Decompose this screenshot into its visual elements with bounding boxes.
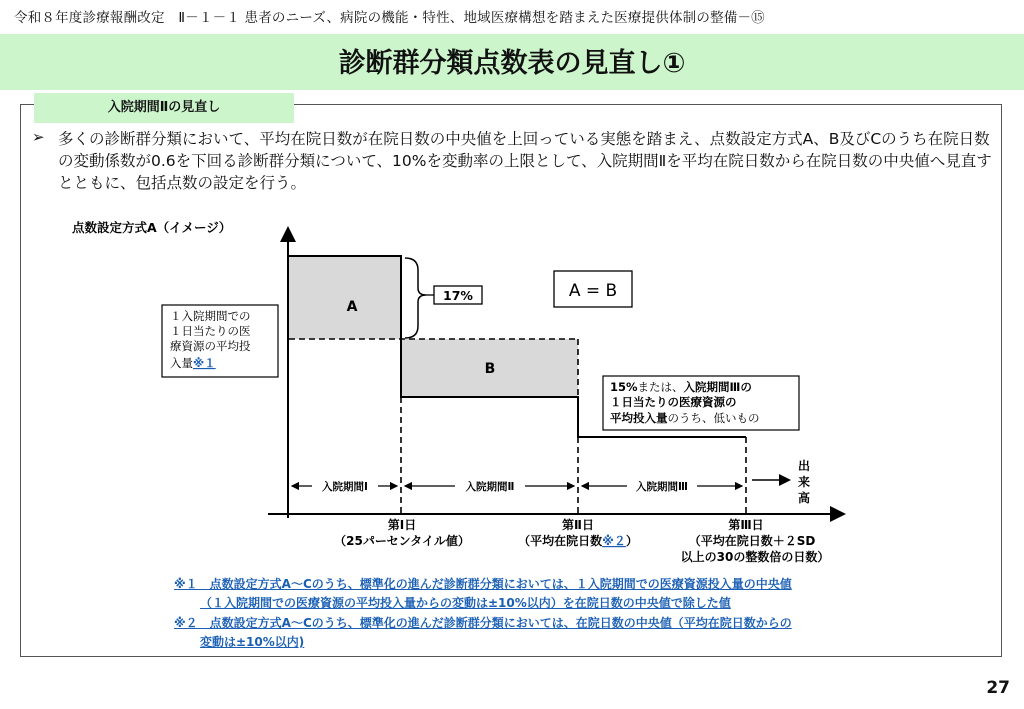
region-a-label: A — [346, 299, 358, 315]
left-note-ref: ※１ — [193, 356, 216, 370]
footnote-2b: 変動は±10%以内) — [200, 635, 305, 649]
day2-label: 第Ⅱ日 — [562, 518, 594, 532]
region-b-label: B — [484, 361, 496, 377]
day3-sub2: 以上の30の整数倍の日数） — [680, 550, 830, 564]
period3-label: 入院期間Ⅲ — [636, 481, 688, 493]
footnote-2a: ※２ 点数設定方式A～Cのうち、標準化の進んだ診断群分類においては、在院日数の中央値（平均在院日数からの — [174, 616, 792, 630]
bullet-arrow-icon: ➢ — [32, 128, 45, 146]
diagram-caption: 点数設定方式A（イメージ） — [72, 220, 232, 235]
footnote-1a: ※１ 点数設定方式A～Cのうち、標準化の進んだ診断群分類においては、１入院期間での医療資源投入量の中央値 — [174, 577, 792, 591]
day1-label: 第Ⅰ日 — [387, 518, 417, 532]
day3-sub1: （平均在院日数＋２SD — [688, 534, 816, 548]
footnote-1b: （１入院期間での医療資源の平均投入量からの変動は±10%以内）を在院日数の中央値で除した値 — [200, 596, 731, 610]
right-note-line1: 15%または、入院期間Ⅲの — [610, 380, 752, 394]
day3-label: 第Ⅲ日 — [728, 518, 764, 532]
dekidaka-char3: 高 — [797, 491, 811, 505]
day1-sub: （25パーセンタイル値） — [334, 534, 470, 548]
bullet-text: 多くの診断群分類において、平均在院日数が在院日数の中央値を上回っている実態を踏まえ、点数設定方式A、B及びCのうち在院日数の変動係数が0.6を下回る診断群分類について、10%を変動率の上限として、入院期間Ⅱを平均在院日数から在院日数の中央値へ見直すとともに、包括点数の設定を行う。 — [58, 130, 992, 192]
left-note-line1: １入院期間での — [170, 309, 251, 323]
dekidaka-char1: 出 — [797, 459, 811, 473]
period2-label: 入院期間Ⅱ — [465, 481, 515, 493]
brace-17 — [405, 258, 426, 338]
page-number: 27 — [986, 678, 1010, 698]
breadcrumb: 令和８年度診療報酬改定 Ⅱ－１－１ 患者のニーズ、病院の機能・特性、地域医療構想を踏まえた医療提供体制の整備－⑮ — [14, 10, 765, 26]
equation-label: A = B — [568, 281, 618, 301]
day2-sub: （平均在院日数※２） — [518, 534, 638, 548]
dekidaka-char2: 来 — [797, 475, 811, 489]
right-note-line3: 平均投入量のうち、低いもの — [610, 411, 760, 425]
left-note-line2: １日当たりの医 — [170, 324, 251, 338]
day2-ref: ※２ — [602, 534, 626, 548]
period1-label: 入院期間Ⅰ — [322, 481, 368, 493]
region-a — [289, 256, 401, 339]
right-note-line2: １日当たりの医療資源の — [610, 395, 737, 409]
left-note-line3: 療資源の平均投 — [170, 339, 251, 353]
percent-17-label: 17% — [443, 288, 473, 303]
section-tab: 入院期間Ⅱの見直し — [34, 93, 294, 123]
left-note-line4: 入量※１ — [170, 356, 216, 370]
page-title: 診断群分類点数表の見直し① — [338, 48, 686, 79]
